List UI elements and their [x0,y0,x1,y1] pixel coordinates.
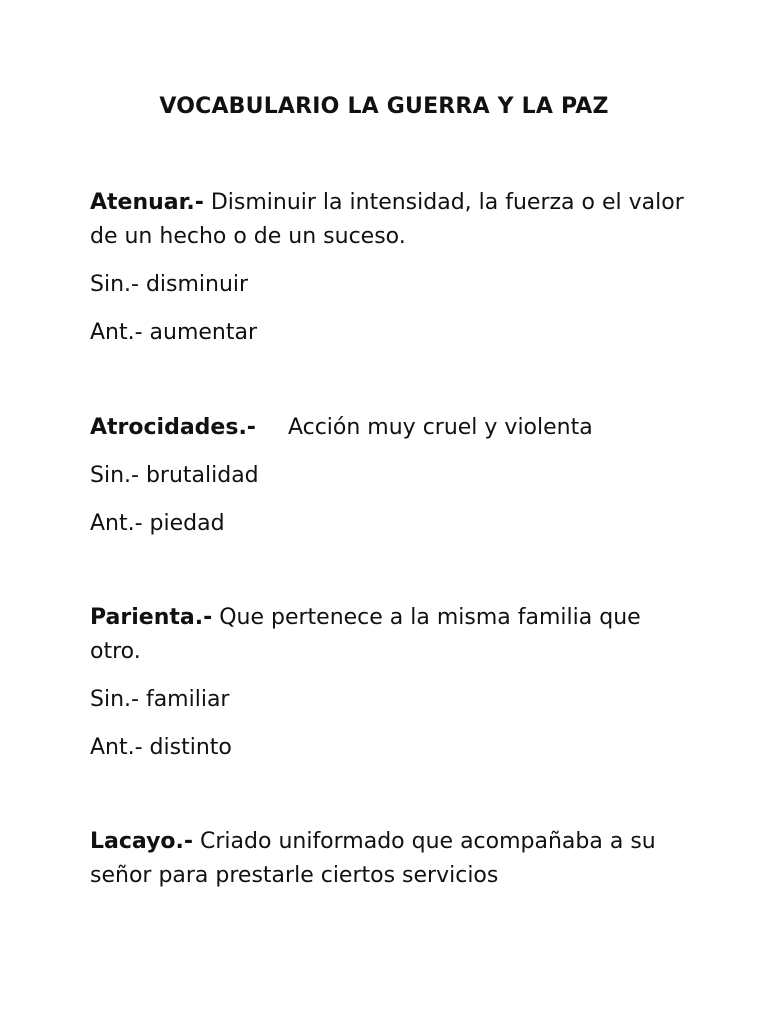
document-title: VOCABULARIO LA GUERRA Y LA PAZ [159,94,609,119]
vocab-entry-atrocidades [90,411,690,539]
entry-definition-line [90,601,690,669]
entry-definition: Disminuir la intensidad, la fuerza o el valor de un hecho o de un suceso. [90,190,684,249]
vocab-entry-lacayo [90,825,690,893]
entry-term: Atrocidades.- [90,415,256,440]
vocab-entry-atenuar [90,186,690,348]
entry-antonym: Ant.- distinto [90,735,232,760]
entry-synonym: Sin.- disminuir [90,272,249,297]
entry-definition: Acción muy cruel y violenta [287,415,593,440]
entry-definition-line [90,186,690,254]
entry-definition: Criado uniformado que acompañaba a su señor para prestarle ciertos servicios [90,829,656,888]
entry-term: Lacayo.- [90,829,194,854]
entry-antonym: Ant.- piedad [90,511,225,536]
entry-definition: Que pertenece a la misma familia que otro. [90,605,641,664]
entry-synonym: Sin.- brutalidad [90,463,259,488]
entry-definition-line [90,825,690,893]
entry-term: Parienta.- [90,605,213,630]
vocab-entry-parienta [90,601,690,763]
entry-definition-line [90,411,690,445]
entry-antonym: Ant.- aumentar [90,320,258,345]
entry-term: Atenuar.- [90,190,204,215]
entry-synonym: Sin.- familiar [90,687,230,712]
